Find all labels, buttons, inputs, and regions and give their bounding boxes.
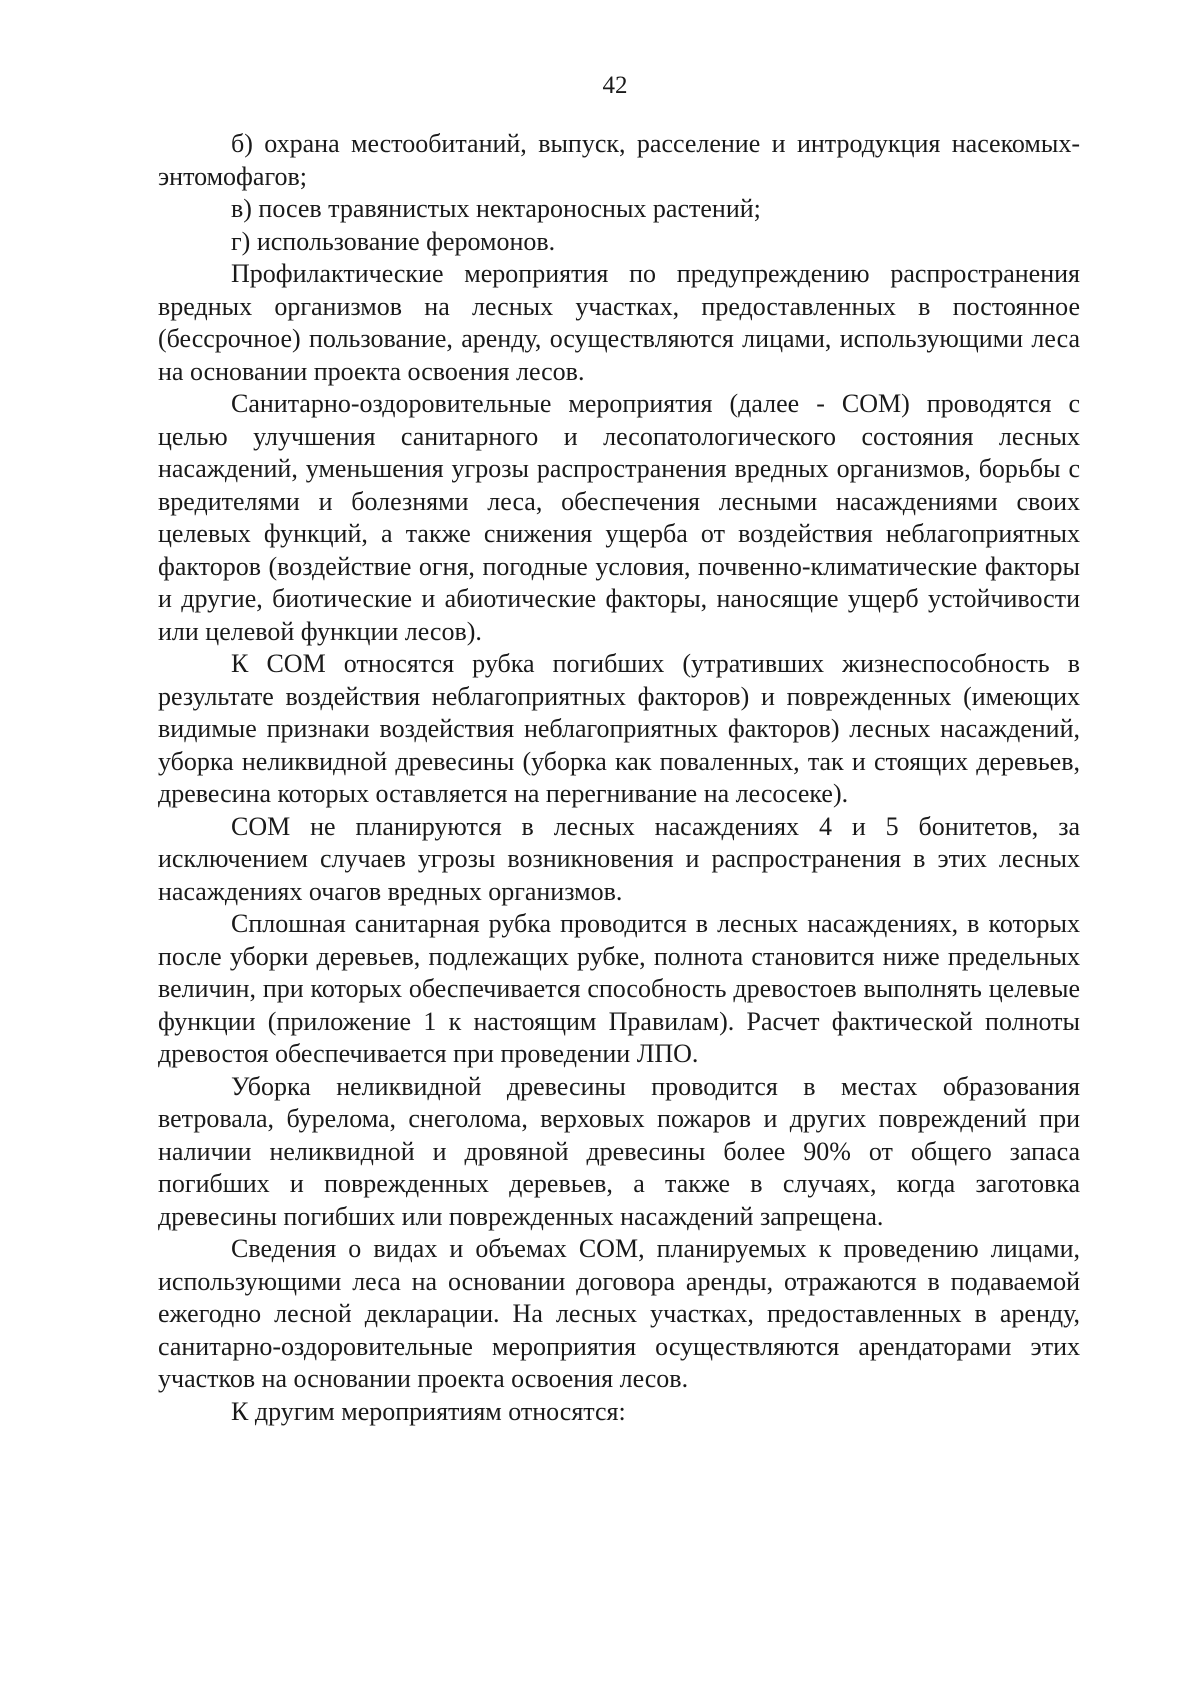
paragraph-clear-sanitary-cutting: Сплошная санитарная рубка проводится в лесных насаждениях, в которых после уборки деревьев, подлежащих рубке, полнота становится ниже предельных величин, при которых обеспечивается способность древостоев выполнять целевые функции (приложение 1 к настоящим Правилам). Расчет фактической полноты древостоя обеспечивается при проведении ЛПО.: [158, 909, 1080, 1068]
paragraph-som-not-planned: СОМ не планируются в лесных насаждениях 4 и 5 бонитетов, за исключением случаев угрозы возникновения и распространения в этих лесных насаждениях очагов вредных организмов.: [158, 811, 1080, 906]
paragraph-item-g: г) использование феромонов.: [231, 226, 556, 256]
page-number: 42: [602, 72, 628, 99]
paragraph-som-definition: Санитарно-оздоровительные мероприятия (далее - СОМ) проводятся с целью улучшения санитарного и лесопатологического состояния лесных насаждений, уменьшения угрозы распространения вредных организмов, борьбы с вредителями и болезнями леса, обеспечения лесными насаждениями своих целевых функций, а также снижения ущерба от воздействия неблагоприятных факторов (воздействие огня, погодные условия, почвенно-климатические факторы и другие, биотические и абиотические факторы, наносящие ущерб устойчивости или целевой функции лесов).: [158, 389, 1080, 646]
paragraph-other-measures: К другим мероприятиям относятся:: [231, 1396, 626, 1426]
paragraph-illiquid-wood-removal: Уборка неликвидной древесины проводится в местах образования ветровала, бурелома, снеголома, верховых пожаров и других повреждений при наличии неликвидной и дровяной древесины более 90% от общего запаса погибших и поврежденных деревьев, а также в случаях, когда заготовка древесины погибших или поврежденных насаждений запрещена.: [158, 1071, 1080, 1231]
paragraph-item-v: в) посев травянистых нектароносных растений;: [231, 194, 761, 223]
paragraph-item-b: б) охрана местообитаний, выпуск, расселение и интродукция насекомых-энтомофагов;: [158, 129, 1080, 191]
paragraph-som-scope: К СОМ относятся рубка погибших (утративших жизнеспособность в результате воздействия неблагоприятных факторов) и поврежденных (имеющих видимые признаки воздействия неблагоприятных факторов) лесных насаждений, уборка неликвидной древесины (уборка как поваленных, так и стоящих деревьев, древесина которых оставляется на перегнивание на лесосеке).: [158, 649, 1080, 808]
paragraph-som-declaration: Сведения о видах и объемах СОМ, планируемых к проведению лицами, использующими леса на основании договора аренды, отражаются в подаваемой ежегодно лесной декларации. На лесных участках, предоставленных в аренду, санитарно-оздоровительные мероприятия осуществляются арендаторами этих участков на основании проекта освоения лесов.: [158, 1234, 1080, 1393]
paragraph-preventive-measures: Профилактические мероприятия по предупреждению распространения вредных организмов на лесных участках, предоставленных в постоянное (бессрочное) пользование, аренду, осуществляются лицами, использующими леса на основании проекта освоения лесов.: [158, 259, 1080, 386]
document-body: [158, 128, 1080, 1428]
